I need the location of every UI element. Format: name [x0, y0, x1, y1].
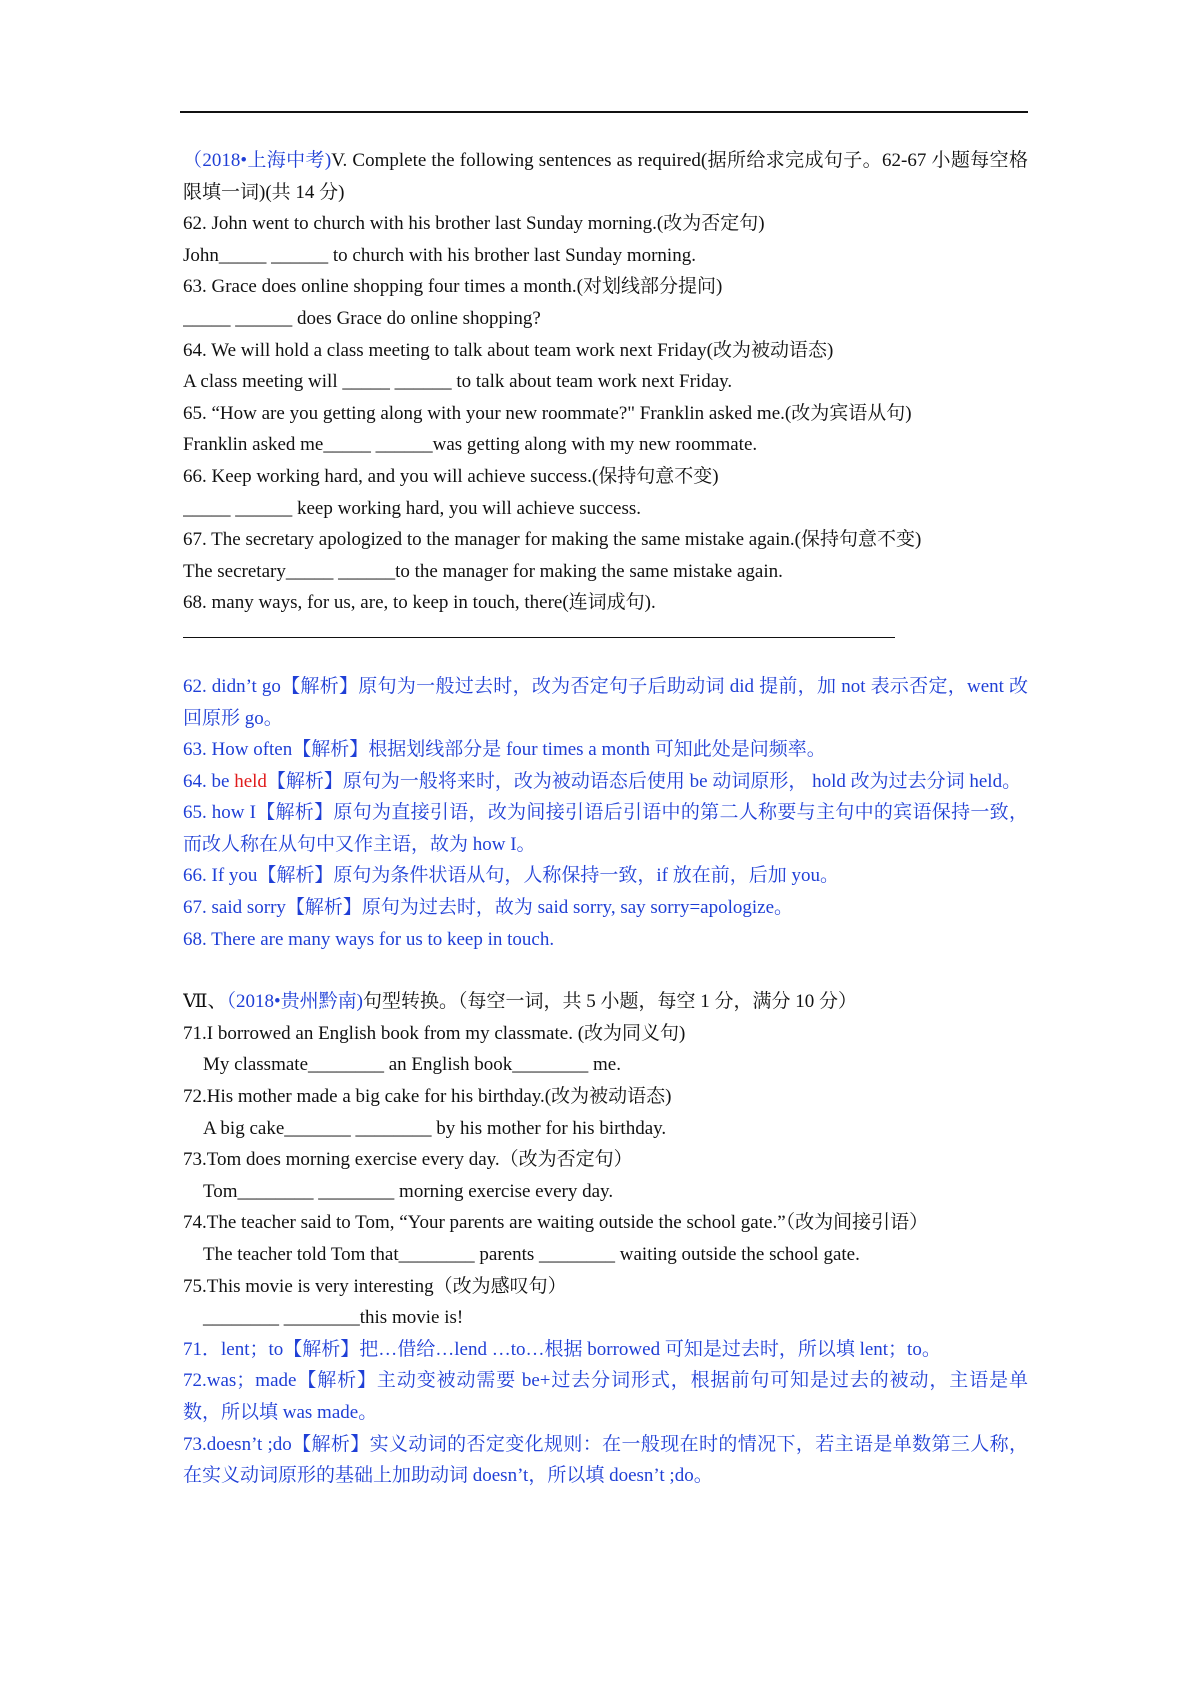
- answer-73: 73.doesn’t ;do【解析】实义动词的否定变化规则：在一般现在时的情况下，若主语是单数第三人称，在实义动词原形的基础上加助动词 doesn’t，所以填 doesn’t ;do。: [183, 1433, 1028, 1487]
- spacer: [183, 647, 1028, 671]
- question-64: 64. We will hold a class meeting to talk about team work next Friday(改为被动语态): [183, 339, 834, 361]
- answer-blank-75: ________ ________this movie is!: [203, 1307, 464, 1329]
- section-2-title: 句型转换。（每空一词，共 5 小题，每空 1 分，满分 10 分）: [363, 991, 858, 1013]
- question-65: 65. “How are you getting along with your new roommate?" Franklin asked me.(改为宾语从句): [183, 402, 912, 424]
- answer-62: 62. didn’t go【解析】原句为一般过去时，改为否定句子后助动词 did 提前，加 not 表示否定，went 改回原形 go。: [183, 675, 1028, 729]
- answer-67: 67. said sorry【解析】原句为过去时，故为 said sorry, say sorry=apologize。: [183, 897, 794, 919]
- spacer: [183, 955, 1028, 986]
- answer-line-68: [183, 619, 1028, 647]
- document-body: [183, 145, 1028, 1492]
- question-71: 71.I borrowed an English book from my classmate. (改为同义句): [183, 1022, 686, 1044]
- question-74: 74.The teacher said to Tom, “Your parents are waiting outside the school gate.”（改为间接引语）: [183, 1212, 929, 1234]
- question-68: 68. many ways, for us, are, to keep in touch, there(连词成句).: [183, 592, 656, 614]
- answer-72: 72.was；made【解析】主动变被动需要 be+过去分词形式，根据前句可知是过去的被动，主语是单数，所以填 was made。: [183, 1370, 1028, 1423]
- answer-blank-72: A big cake_______ ________ by his mother for his birthday.: [203, 1117, 667, 1139]
- question-73: 73.Tom does morning exercise every day.（改为否定句）: [183, 1149, 633, 1171]
- question-75: 75.This movie is very interesting（改为感叹句）: [183, 1275, 567, 1297]
- answer-64-highlight: held: [234, 770, 267, 792]
- section-2-source: （2018•贵州黔南): [226, 991, 364, 1013]
- answer-68: 68. There are many ways for us to keep in touch.: [183, 928, 555, 950]
- answer-blank-74: The teacher told Tom that________ parents ________ waiting outside the school gate.: [203, 1244, 860, 1265]
- question-67: 67. The secretary apologized to the manager for making the same mistake again.(保持句意不变): [183, 529, 922, 551]
- section-heading: [183, 145, 1028, 208]
- answer-66: 66. If you【解析】原句为条件状语从句，人称保持一致，if 放在前，后加 you。: [183, 865, 840, 887]
- top-rule: [180, 111, 1028, 113]
- answer-blank-65: Franklin asked me_____ ______was getting along with my new roommate.: [183, 434, 758, 456]
- answer-blank-73: Tom________ ________ morning exercise every day.: [203, 1180, 614, 1202]
- answer-64-explanation: 【解析】原句为一般将来时，改为被动语态后使用 be 动词原形， hold 改为过去分词 held。: [266, 770, 1022, 792]
- section-source: （2018•上海中考): [183, 150, 332, 171]
- question-63: 63. Grace does online shopping four times a month.(对划线部分提问): [183, 276, 723, 298]
- section-title: V. Complete the following sentences as required(据所给求完成句子。62-67 小题每空格限填一词)(共 14 分): [183, 150, 1028, 203]
- answer-blank-64: A class meeting will _____ ______ to talk about team work next Friday.: [183, 371, 733, 393]
- answer-64: [183, 766, 1028, 798]
- answer-63: 63. How often【解析】根据划线部分是 four times a month 可知此处是问频率。: [183, 739, 826, 761]
- question-72: 72.His mother made a big cake for his birthday.(改为被动语态): [183, 1086, 672, 1108]
- answer-blank-67: The secretary_____ ______to the manager for making the same mistake again.: [183, 560, 783, 582]
- answer-blank-63: _____ ______ does Grace do online shopping?: [183, 307, 541, 329]
- section-2-prefix: Ⅶ、: [183, 991, 227, 1013]
- answer-71: 71．lent；to【解析】把…借给…lend …to…根据 borrowed 可知是过去时，所以填 lent；to。: [183, 1338, 941, 1360]
- answer-blank-66: _____ ______ keep working hard, you will achieve success.: [183, 497, 642, 519]
- answer-64-prefix: 64. be: [183, 770, 235, 792]
- answer-65: 65. how I【解析】原句为直接引语，改为间接引语后引语中的第二人称要与主句中的宾语保持一致，而改人称在从句中又作主语，故为 how I。: [183, 802, 1028, 855]
- section-2-heading: [183, 986, 1028, 1018]
- question-62: 62. John went to church with his brother last Sunday morning.(改为否定句): [183, 213, 765, 235]
- answer-blank-71: My classmate________ an English book________ me.: [203, 1054, 621, 1076]
- answer-blank-62: John_____ ______ to church with his brother last Sunday morning.: [183, 244, 696, 266]
- question-66: 66. Keep working hard, and you will achieve success.(保持句意不变): [183, 465, 719, 487]
